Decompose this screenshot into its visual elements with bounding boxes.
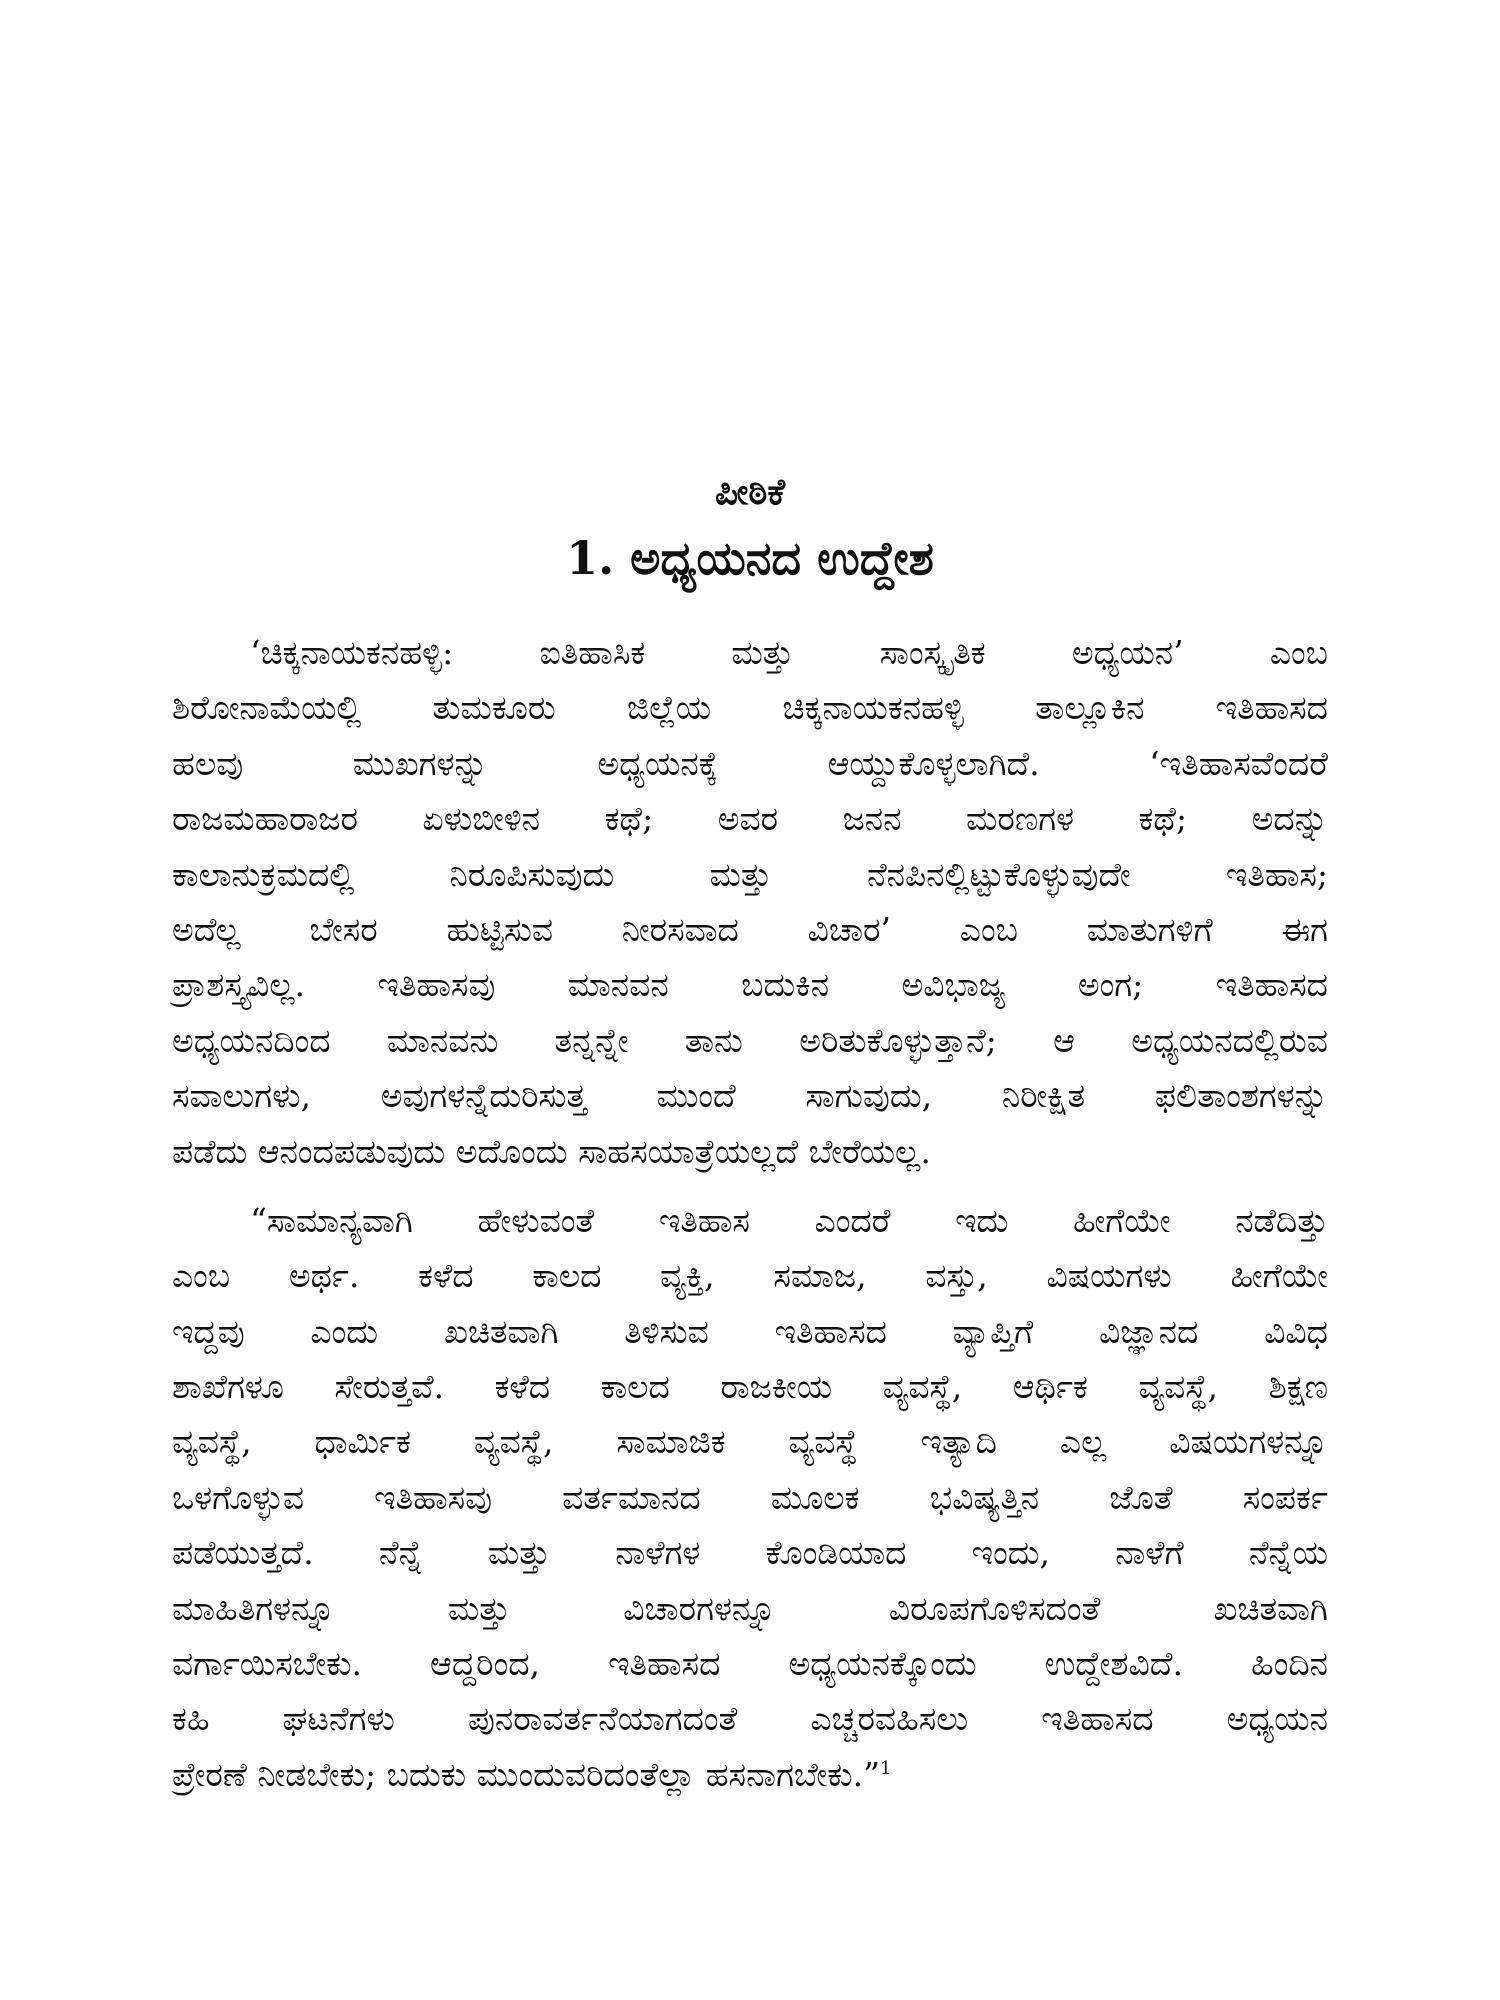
footnote-marker: 1 [880,1757,892,1779]
text-line: ಎಂಬ ಅರ್ಥ. ಕಳೆದ ಕಾಲದ ವ್ಯಕ್ತಿ, ಸಮಾಜ, ವಸ್ತು, ವಿಷಯಗಳು ಹೀಗೆಯೇ [172,1256,1328,1296]
text-line: ಒಳಗೊಳ್ಳುವ ಇತಿಹಾಸವು ವರ್ತಮಾನದ ಮೂಲಕ ಭವಿಷ್ಯತ್ತಿನ ಜೊತೆ ಸಂಪರ್ಕ [172,1477,1328,1517]
text-line: ವ್ಯವಸ್ಥೆ, ಧಾರ್ಮಿಕ ವ್ಯವಸ್ಥೆ, ಸಾಮಾಜಿಕ ವ್ಯವಸ್ಥೆ ಇತ್ಯಾದಿ ಎಲ್ಲ ವಿಷಯಗಳನ್ನೂ [172,1422,1328,1462]
text-line: ಕಹಿ ಘಟನೆಗಳು ಪುನರಾವರ್ತನೆಯಾಗದಂತೆ ಎಚ್ಚರವಹಿಸಲು ಇತಿಹಾಸದ ಅಧ್ಯಯನ [172,1699,1328,1739]
paragraph-1 [172,625,1328,1179]
text-line: ‘ಚಿಕ್ಕನಾಯಕನಹಳ್ಳಿ: ಐತಿಹಾಸಿಕ ಮತ್ತು ಸಾಂಸ್ಕೃತಿಕ ಅಧ್ಯಯನ’ ಎಂಬ [250,633,1328,672]
text-line: ವರ್ಗಾಯಿಸಬೇಕು. ಆದ್ದರಿಂದ, ಇತಿಹಾಸದ ಅಧ್ಯಯನಕ್ಕೊಂದು ಉದ್ದೇಶವಿದೆ. ಹಿಂದಿನ [172,1644,1328,1684]
text-line: ಶಾಖೆಗಳೂ ಸೇರುತ್ತವೆ. ಕಳೆದ ಕಾಲದ ರಾಜಕೀಯ ವ್ಯವಸ್ಥೆ, ಆರ್ಥಿಕ ವ್ಯವಸ್ಥೆ, ಶಿಕ್ಷಣ [172,1367,1328,1407]
text-line: ಕಾಲಾನುಕ್ರಮದಲ್ಲಿ ನಿರೂಪಿಸುವುದು ಮತ್ತು ನೆನಪಿನಲ್ಲಿಟ್ಟುಕೊಳ್ಳುವುದೇ ಇತಿಹಾಸ; [172,854,1328,894]
text-line: ಅದೆಲ್ಲ ಬೇಸರ ಹುಟ್ಟಿಸುವ ನೀರಸವಾದ ವಿಚಾರ’ ಎಂಬ ಮಾತುಗಳಿಗೆ ಈಗ [172,909,1328,949]
text-line: ಹಲವು ಮುಖಗಳನ್ನು ಅಧ್ಯಯನಕ್ಕೆ ಆಯ್ದುಕೊಳ್ಳಲಾಗಿದೆ. ‘ಇತಿಹಾಸವೆಂದರೆ [172,743,1328,783]
text-line: ಸವಾಲುಗಳು, ಅವುಗಳನ್ನೆದುರಿಸುತ್ತ ಮುಂದೆ ಸಾಗುವುದು, ನಿರೀಕ್ಷಿತ ಫಲಿತಾಂಶಗಳನ್ನು [172,1076,1328,1116]
chapter-title: 1. ಅಧ್ಯಯನದ ಉದ್ದೇಶ [566,531,934,585]
text-line: ಶಿರೋನಾಮೆಯಲ್ಲಿ ತುಮಕೂರು ಜಿಲ್ಲೆಯ ಚಿಕ್ಕನಾಯಕನಹಳ್ಳಿ ತಾಲ್ಲೂಕಿನ ಇತಿಹಾಸದ [172,688,1328,728]
text-line-final [172,1747,1328,1802]
text-line: ಅಧ್ಯಯನದಿಂದ ಮಾನವನು ತನ್ನನ್ನೇ ತಾನು ಅರಿತುಕೊಳ್ಳುತ್ತಾನೆ; ಆ ಅಧ್ಯಯನದಲ್ಲಿರುವ [172,1020,1328,1060]
paragraph-2 [172,1193,1328,1802]
text-line: ರಾಜಮಹಾರಾಜರ ಏಳುಬೀಳಿನ ಕಥೆ; ಅವರ ಜನನ ಮರಣಗಳ ಕಥೆ; ಅದನ್ನು [172,799,1328,839]
text-line: ಪ್ರೇರಣೆ ನೀಡಬೇಕು; ಬದುಕು ಮುಂದುವರಿದಂತೆಲ್ಲಾ ಹಸನಾಗಬೇಕು.” [172,1754,880,1794]
text-line: ಪ್ರಾಶಸ್ತ್ಯವಿಲ್ಲ. ಇತಿಹಾಸವು ಮಾನವನ ಬದುಕಿನ ಅವಿಭಾಜ್ಯ ಅಂಗ; ಇತಿಹಾಸದ [172,965,1328,1005]
text-line: ಪಡೆದು ಆನಂದಪಡುವುದು ಅದೊಂದು ಸಾಹಸಯಾತ್ರೆಯಲ್ಲದೆ ಬೇರೆಯಲ್ಲ. [172,1131,931,1171]
section-label: ಪೀಠಿಕೆ [714,471,786,513]
text-line: “ಸಾಮಾನ್ಯವಾಗಿ ಹೇಳುವಂತೆ ಇತಿಹಾಸ ಎಂದರೆ ಇದು ಹೀಗೆಯೇ ನಡೆದಿತ್ತು [250,1200,1328,1240]
text-line: ಪಡೆಯುತ್ತದೆ. ನೆನ್ನೆ ಮತ್ತು ನಾಳೆಗಳ ಕೊಂಡಿಯಾದ ಇಂದು, ನಾಳೆಗೆ ನೆನ್ನೆಯ [172,1533,1328,1573]
body-text [172,625,1328,1802]
text-line: ಮಾಹಿತಿಗಳನ್ನೂ ಮತ್ತು ವಿಚಾರಗಳನ್ನೂ ವಿರೂಪಗೊಳಿಸದಂತೆ ಖಚಿತವಾಗಿ [172,1588,1328,1628]
text-line: ಇದ್ದವು ಎಂದು ಖಚಿತವಾಗಿ ತಿಳಿಸುವ ಇತಿಹಾಸದ ವ್ಯಾಪ್ತಿಗೆ ವಿಜ್ಞಾನದ ವಿವಿಧ [172,1311,1328,1351]
